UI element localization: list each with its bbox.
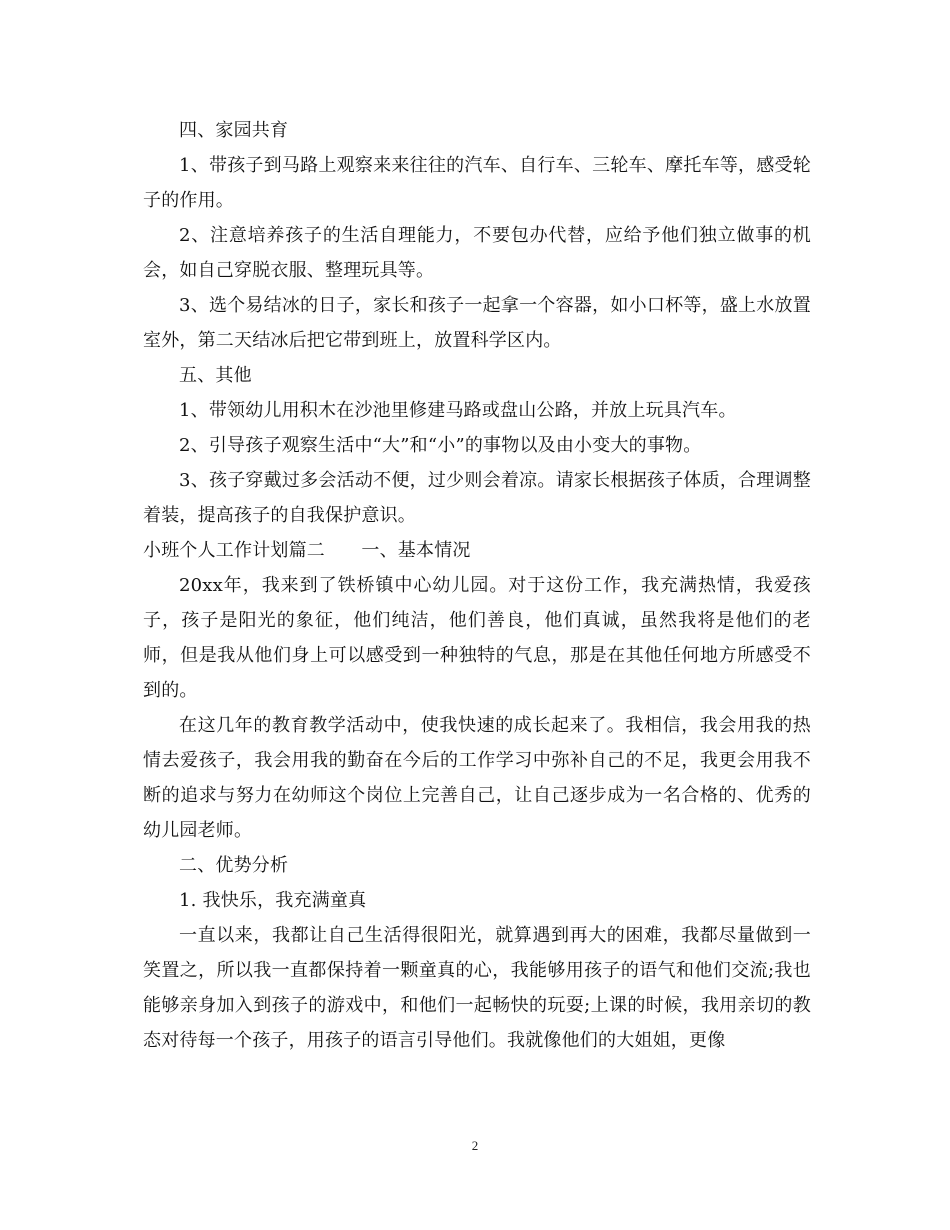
paragraph: 1、带领幼儿用积木在沙池里修建马路或盘山公路，并放上玩具汽车。 — [179, 400, 737, 421]
subheading: 1. 我快乐，我充满童真 — [179, 890, 367, 911]
paragraph: 3、选个易结冰的日子，家长和孩子一起拿一个容器，如小口杯等，盛上水放置室外，第二天结冰后把它带到班上，放置科学区内。 — [143, 295, 811, 351]
page-number: 2 — [471, 1138, 479, 1153]
section-heading-home-school: 四、家园共育 — [179, 120, 289, 141]
section-heading-strengths: 二、优势分析 — [179, 855, 289, 876]
section-heading-other: 五、其他 — [179, 365, 252, 386]
paragraph: 在这几年的教育教学活动中，使我快速的成长起来了。我相信，我会用我的热情去爱孩子，我会用我的勤奋在今后的工作学习中弥补自己的不足，我更会用我不断的追求与努力在幼师这个岗位上完善自己，让自己逐步成为一名合格的、优秀的幼儿园老师。 — [143, 715, 811, 841]
paragraph: 3、孩子穿戴过多会活动不便，过少则会着凉。请家长根据孩子体质，合理调整着装，提高孩子的自我保护意识。 — [143, 470, 811, 526]
paragraph: 2、引导孩子观察生活中“大”和“小”的事物以及由小变大的事物。 — [179, 435, 702, 456]
article-title-line: 小班个人工作计划篇二 一、基本情况 — [143, 540, 471, 561]
paragraph: 2、注意培养孩子的生活自理能力，不要包办代替，应给予他们独立做事的机会，如自己穿脱衣服、整理玩具等。 — [143, 225, 811, 281]
document-body — [143, 113, 811, 1058]
paragraph: 20xx年，我来到了铁桥镇中心幼儿园。对于这份工作，我充满热情，我爱孩子，孩子是阳光的象征，他们纯洁，他们善良，他们真诚，虽然我将是他们的老师，但是我从他们身上可以感受到一种独特的气息，那是在其他任何地方所感受不到的。 — [143, 575, 811, 701]
paragraph: 1、带孩子到马路上观察来来往往的汽车、自行车、三轮车、摩托车等，感受轮子的作用。 — [143, 155, 811, 211]
paragraph: 一直以来，我都让自己生活得很阳光，就算遇到再大的困难，我都尽量做到一笑置之，所以我一直都保持着一颗童真的心，我能够用孩子的语气和他们交流;我也能够亲身加入到孩子的游戏中，和他们一起畅快的玩耍;上课的时候，我用亲切的教态对待每一个孩子，用孩子的语言引导他们。我就像他们的大姐姐，更像 — [143, 925, 811, 1051]
